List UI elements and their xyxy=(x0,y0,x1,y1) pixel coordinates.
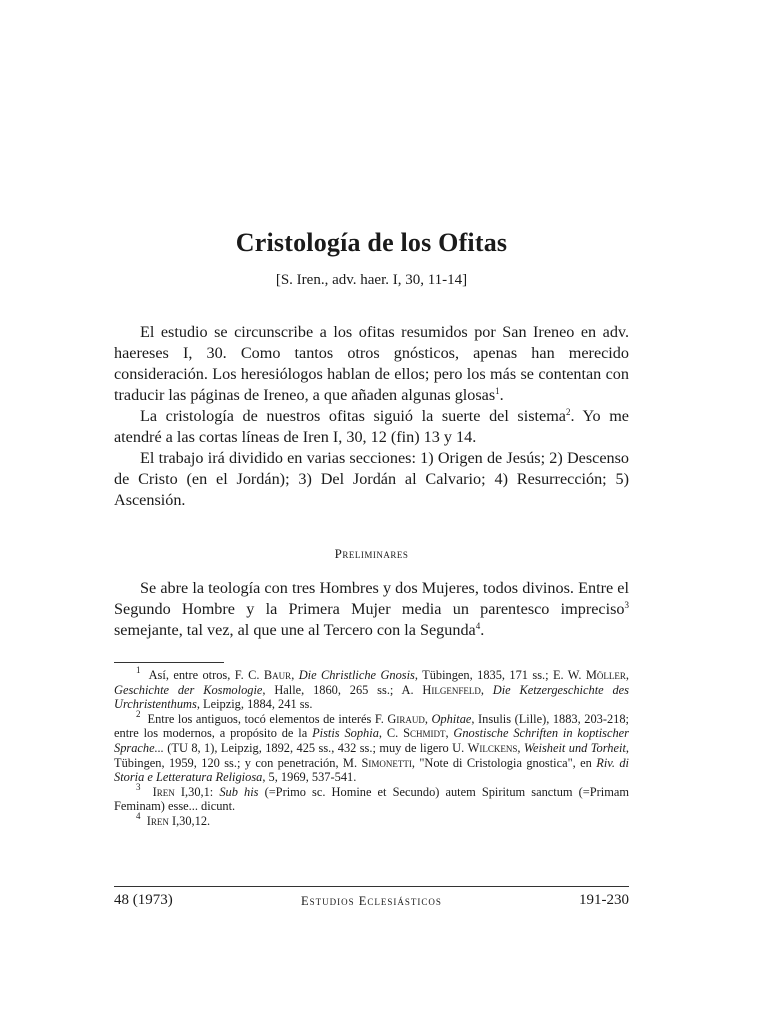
paragraph xyxy=(114,322,629,406)
paragraph-text: El estudio se circunscribe a los ofitas resumidos por San Ireneo en adv. haereses I, 30. Como tantos otros gnósticos, apenas han merecido consideración. Los heresiólogos hablan de ellos; pero los más se contentan con traducir las páginas de Ireneo, a que añaden algunas glosas xyxy=(114,323,629,404)
footnote-number: 1 xyxy=(136,665,141,675)
page-footer xyxy=(114,892,629,912)
section-heading: Preliminares xyxy=(334,546,409,561)
section-body xyxy=(114,578,629,641)
footnote xyxy=(114,810,629,829)
article-subtitle: [S. Iren., adv. haer. I, 30, 11-14] xyxy=(275,272,468,288)
volume-year: 48 (1973) xyxy=(114,892,173,908)
footnote xyxy=(114,665,629,712)
paragraph-text: . xyxy=(480,621,485,639)
footnote-number: 4 xyxy=(136,810,141,821)
page-range: 191-230 xyxy=(579,892,629,908)
footnote-text: Entre los antiguos, tocó elementos de interés F. Giraud, Ophitae, Insulis (Lille), 1883, 203-218; entre los modernos, a propósito de la Pistis Sophia, C. Schmidt, Gnostische Schriften in koptischer Sprache... (TU 8, 1), Leipzig, 1892, 425 ss., 432 ss.; muy de ligero U. Wilckens, Weisheit und Torheit, Tübingen, 1959, 120 ss.; y con penetración, M. Simonetti, "Note di Cristologia gnostica", en Riv. di Storia e Letteratura Religiosa, 5, 1969, 537-541. xyxy=(114,711,630,785)
article-title: Cristología de los Ofitas xyxy=(235,228,508,257)
paragraph-text: . Yo me atendré a las cortas líneas de Iren I, 30, 12 (fin) 13 y 14. xyxy=(114,407,629,446)
footnotes xyxy=(114,665,630,829)
footnote-text: Iren I,30,1: Sub his (=Primo sc. Homine et Secundo) autem Spiritum sanctum (=Primam Feminam) esse... dicunt. xyxy=(114,784,630,814)
paragraph-text: El trabajo irá dividido en varias secciones: 1) Origen de Jesús; 2) Descenso de Cristo (en el Jordán); 3) Del Jordán al Calvario; 4) Resurrección; 5) Ascensión. xyxy=(114,449,629,509)
paragraph-text: La cristología de nuestros ofitas siguió la suerte del sistema xyxy=(140,407,566,425)
footnote-divider xyxy=(114,662,224,663)
intro-body xyxy=(114,322,629,511)
paragraph-text: . xyxy=(499,386,504,404)
journal-name: Estudios Eclesiásticos xyxy=(301,894,442,908)
footer-divider xyxy=(114,886,629,887)
paragraph xyxy=(114,406,629,448)
paragraph-text: Se abre la teología con tres Hombres y dos Mujeres, todos divinos. Entre el Segundo Hombre y la Primera Mujer media un parentesco impreciso xyxy=(114,579,629,618)
footnote xyxy=(114,708,630,785)
footnote-ref-2[interactable]: 2 xyxy=(565,407,571,417)
footnote-number: 2 xyxy=(136,708,141,719)
paragraph-text: semejante, tal vez, al que une al Tercero con la Segunda xyxy=(114,621,476,639)
footnote-text: Así, entre otros, F. C. Baur, Die Christliche Gnosis, Tübingen, 1835, 171 ss.; E. W. Möller, Geschichte der Kosmologie, Halle, 1860, 265 ss.; A. Hilgenfeld, Die Ketzergeschichte des Urchristenthums, Leipzig, 1884, 241 ss. xyxy=(114,668,629,712)
footnote-ref-1[interactable]: 1 xyxy=(495,386,500,396)
footnote xyxy=(114,781,630,814)
footnote-number: 3 xyxy=(136,781,141,792)
footnote-text: Iren I,30,12. xyxy=(146,813,211,828)
paragraph xyxy=(114,578,629,641)
footnote-ref-3[interactable]: 3 xyxy=(624,600,629,610)
footnote-ref-4[interactable]: 4 xyxy=(475,621,481,631)
paragraph xyxy=(114,448,629,511)
